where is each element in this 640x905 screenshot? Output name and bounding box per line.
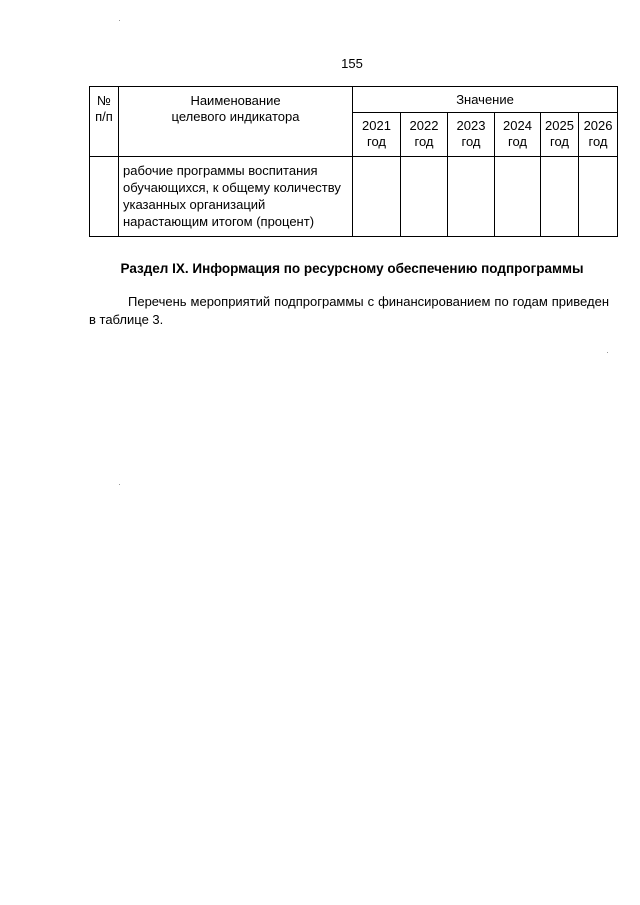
header-year-2023: 2023 год [448,113,495,157]
header-year-2024: 2024 год [495,113,541,157]
row-value-2024 [495,157,541,237]
scan-speck [607,352,608,353]
table-row [90,157,618,237]
page-number: 155 [341,56,363,71]
header-year-2022: 2022 год [401,113,448,157]
section-heading: Раздел IX. Информация по ресурсному обеспечению подпрограммы [120,261,584,276]
row-value-2021 [353,157,401,237]
row-number-cell [90,157,119,237]
row-value-2025 [541,157,579,237]
scan-speck [119,484,120,485]
row-indicator-name: рабочие программы воспитания обучающихся, к общему количеству указанных организаций нарастающим итогом (процент) [119,157,353,237]
row-value-2023 [448,157,495,237]
header-year-2021: 2021 год [353,113,401,157]
header-year-2025: 2025 год [541,113,579,157]
scan-speck [119,20,120,21]
header-number: № п/п [90,87,119,157]
header-indicator-name: Наименование целевого индикатора [119,87,353,157]
target-indicator-table [89,86,618,237]
table-header-row [90,87,618,113]
header-value: Значение [353,87,618,113]
row-value-2026 [579,157,618,237]
header-year-2026: 2026 год [579,113,618,157]
row-value-2022 [401,157,448,237]
body-paragraph: Перечень мероприятий подпрограммы с финансированием по годам приведен в таблице 3. [89,294,609,327]
